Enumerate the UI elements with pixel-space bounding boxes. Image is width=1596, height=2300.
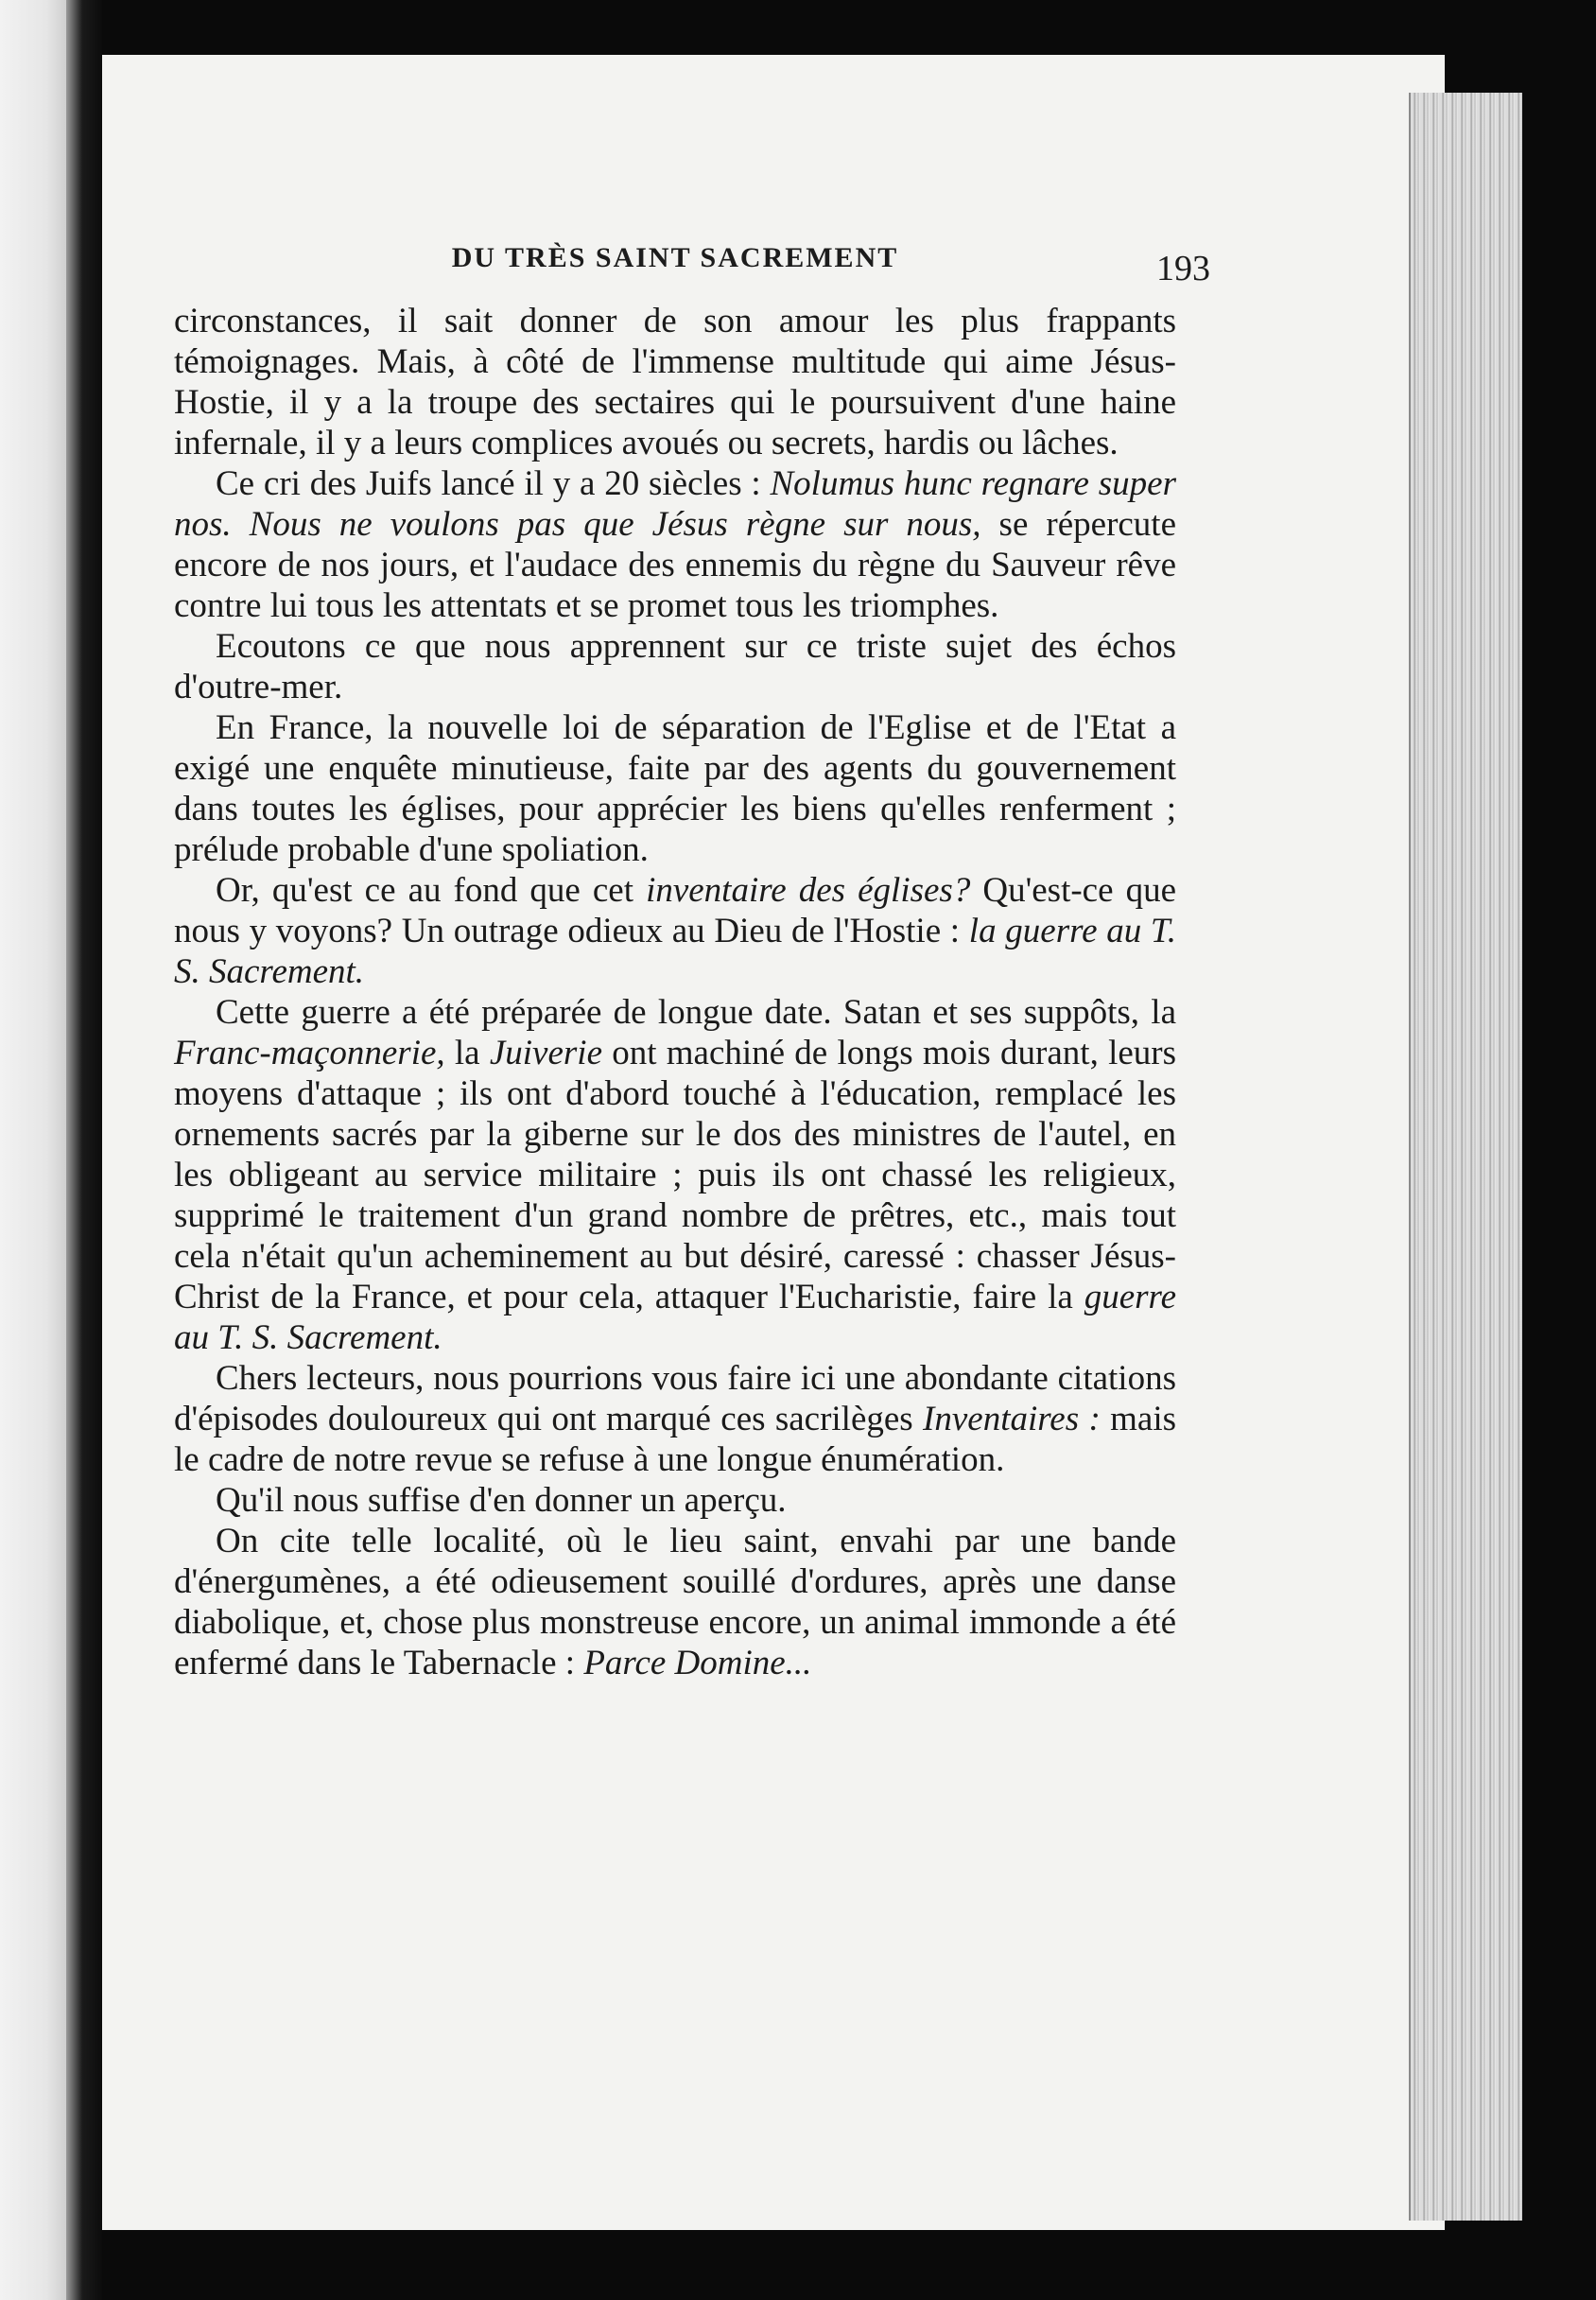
italic-run: Franc-maçonnerie, [174, 1034, 445, 1072]
italic-run: la guerre au T. S. Sacrement. [174, 912, 1177, 991]
italic-run: Inventaires : [923, 1400, 1101, 1438]
paragraph [174, 626, 1176, 707]
book-gutter [66, 0, 102, 2300]
paragraph [174, 1521, 1176, 1683]
page-number: 193 [1156, 249, 1210, 288]
text-run: circonstances, il sait donner de son amour les plus frappants témoignages. Mais, à côté de l'immense multitude qui aime Jésus-Hostie, il y a la troupe des sectaires qui le poursuivent d'une haine infernale, il y a leurs complices avoués ou secrets, hardis ou lâches. [174, 302, 1176, 462]
text-run: Ecoutons ce que nous apprennent sur ce triste sujet des échos d'outre-mer. [174, 627, 1176, 706]
italic-run: Parce Domine... [583, 1644, 812, 1682]
text-run: On cite telle localité, où le lieu saint, envahi par une bande d'énergumènes, a été odieusement souillé d'ordures, après une danse diabolique, et, chose plus monstreuse encore, un animal immonde a été enfermé dans le Tabernacle : [174, 1522, 1176, 1682]
text-run: Ce cri des Juifs lancé il y a 20 siècles : [216, 464, 771, 503]
paragraph [174, 1480, 1176, 1521]
scan-left-margin [0, 0, 66, 2300]
paragraph [174, 707, 1176, 870]
text-run: ont machiné de longs mois durant, leurs moyens d'attaque ; ils ont d'abord touché à l'éducation, remplacé les ornements sacrés par la giberne sur le dos des ministres de l'autel, en les obligeant au service militaire ; puis ils ont chassé les religieux, supprimé le traitement d'un grand nombre de prêtres, etc., mais tout cela n'était qu'un acheminement au but désiré, caressé : chasser Jésus-Christ de la France, et pour cela, attaquer l'Eucharistie, faire la [174, 1034, 1176, 1316]
paragraph [174, 301, 1176, 463]
text-run: Qu'est-ce que nous y voyons? Un outrage odieux au Dieu de l'Hostie : [174, 871, 1177, 950]
body-text [174, 301, 1176, 1683]
text-run: En France, la nouvelle loi de séparation de l'Eglise et de l'Etat a exigé une enquête minutieuse, faite par des agents du gouvernement dans toutes les églises, pour apprécier les biens qu'elles renferment ; prélude probable d'une spoliation. [174, 708, 1176, 869]
paragraph [174, 992, 1176, 1358]
paragraph [174, 463, 1176, 626]
text-run: Chers lecteurs, nous pourrions vous faire ici une abondante citations d'épisodes douloureux qui ont marqué ces sacrilèges [174, 1359, 1176, 1438]
paragraph [174, 1358, 1176, 1480]
text-run: se répercute encore de nos jours, et l'audace des ennemis du règne du Sauveur rêve contre lui tous les attentats et se promet tous les triomphes. [174, 505, 1177, 625]
text-run: Or, qu'est ce au fond que cet [216, 871, 647, 910]
text-run: Qu'il nous suffise d'en donner un aperçu. [216, 1481, 787, 1520]
text-run: mais le cadre de notre revue se refuse à une longue énumération. [174, 1400, 1176, 1479]
paragraph [174, 870, 1176, 992]
running-head [174, 242, 1210, 289]
page-edges [1409, 93, 1522, 2221]
text-run: Cette guerre a été préparée de longue date. Satan et ses suppôts, la [216, 993, 1176, 1032]
italic-run: Nolumus hunc regnare super nos. Nous ne voulons pas que Jésus règne sur nous, [174, 464, 1176, 544]
italic-run: Juiverie [489, 1034, 602, 1072]
italic-run: inventaire des églises? [646, 871, 971, 910]
text-run: la [444, 1034, 490, 1072]
running-title: DU TRÈS SAINT SACREMENT [451, 242, 899, 273]
italic-run: guerre au T. S. Sacrement. [174, 1278, 1176, 1357]
